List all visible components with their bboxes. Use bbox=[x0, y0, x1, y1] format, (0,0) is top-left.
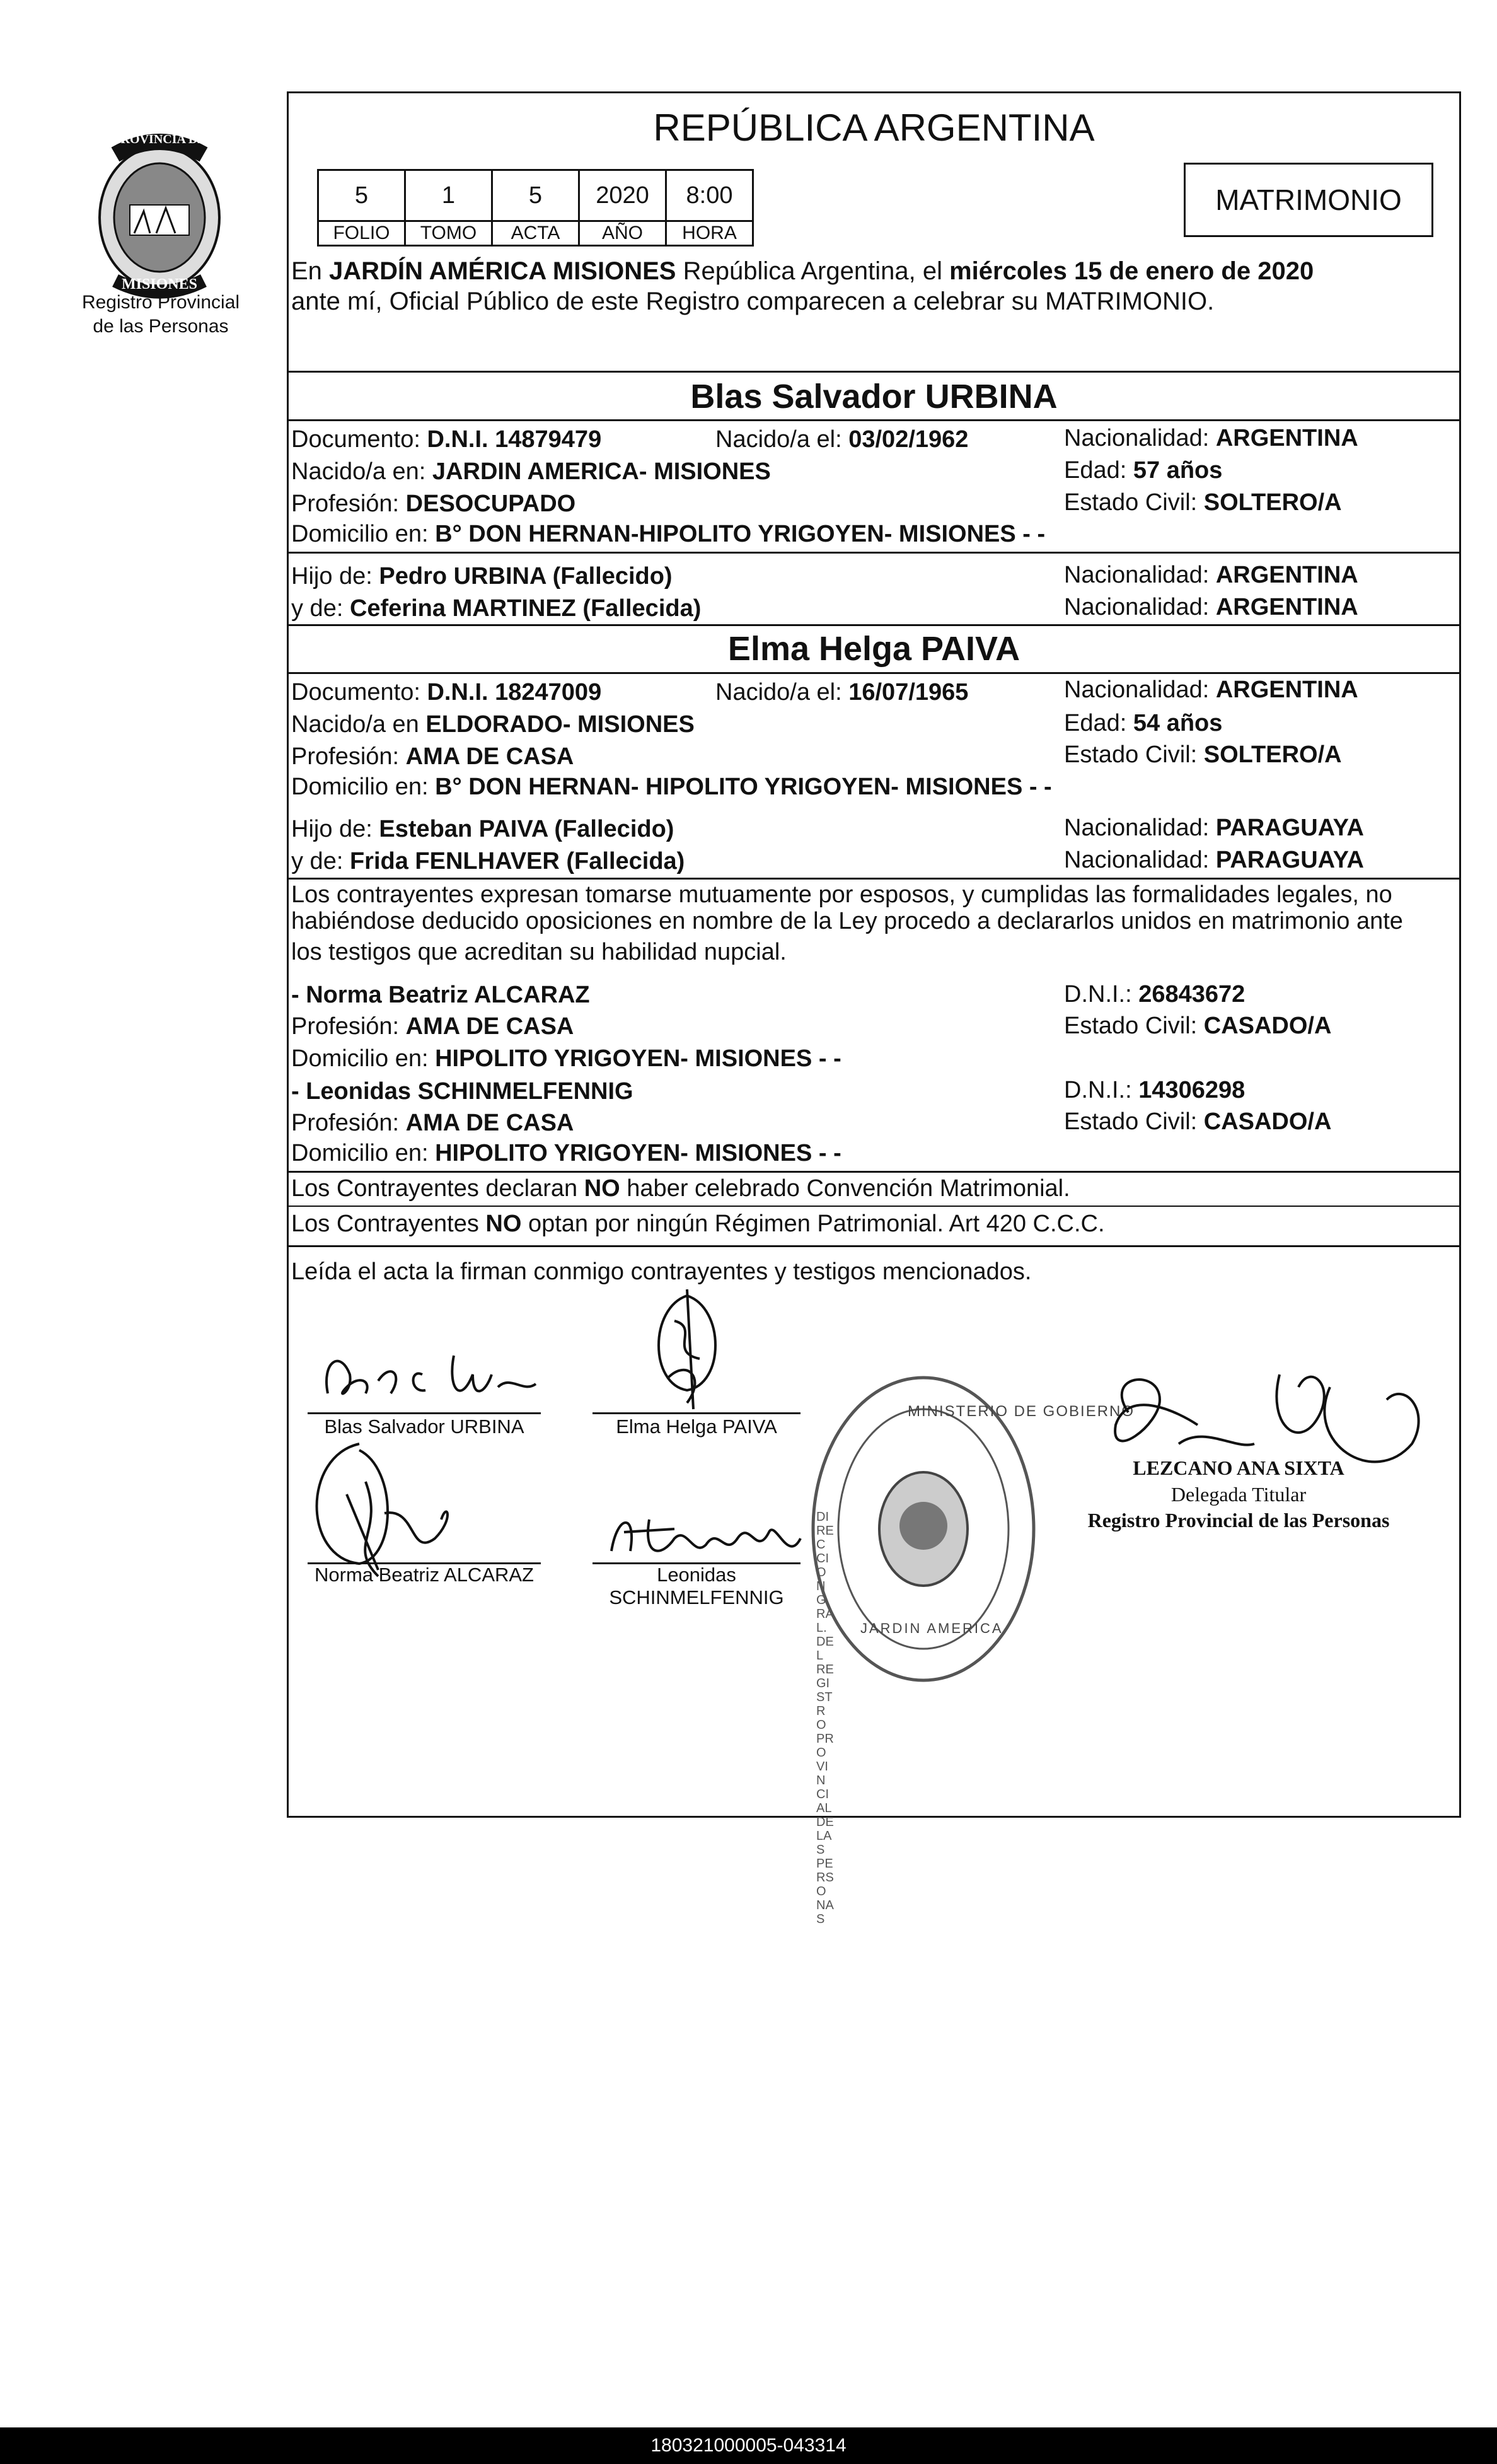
convention-line: Los Contrayentes declaran NO haber celebrado Convención Matrimonial. bbox=[291, 1175, 1070, 1202]
divider bbox=[287, 552, 1461, 554]
record-type-box bbox=[1184, 163, 1433, 237]
declaration-line-2: habiéndose deducido oposiciones en nombre de la Ley procedo a declararlos unidos en matrimonio ante bbox=[291, 908, 1403, 934]
spouse2-mother-nationality: Nacionalidad: PARAGUAYA bbox=[1064, 847, 1364, 873]
spouse1-born: Nacido/a el: 03/02/1962 bbox=[715, 426, 969, 453]
witness1-civil-status: Estado Civil: CASADO/A bbox=[1064, 1013, 1332, 1039]
spouse1-father-nationality: Nacionalidad: ARGENTINA bbox=[1064, 562, 1358, 588]
logo-text-bottom: MISIONES bbox=[121, 276, 198, 293]
acta-value: 5 bbox=[492, 170, 579, 221]
divider bbox=[287, 371, 1461, 373]
spouse1-civil-status: Estado Civil: SOLTERO/A bbox=[1064, 489, 1342, 516]
tomo-value: 1 bbox=[405, 170, 492, 221]
province-logo bbox=[81, 132, 238, 296]
spouse2-address: Domicilio en: B° DON HERNAN- HIPOLITO YRIGOYEN- MISIONES - - bbox=[291, 774, 1052, 800]
witness2-address: Domicilio en: HIPOLITO YRIGOYEN- MISIONES - - bbox=[291, 1140, 841, 1166]
intro-line-1: En JARDÍN AMÉRICA MISIONES República Argentina, el miércoles 15 de enero de 2020 bbox=[291, 257, 1314, 285]
spouse1-document: Documento: D.N.I. 14879479 bbox=[291, 426, 602, 453]
record-table bbox=[317, 169, 754, 247]
witness2-profession: Profesión: AMA DE CASA bbox=[291, 1110, 574, 1136]
divider bbox=[287, 419, 1461, 421]
spouse1-father: Hijo de: Pedro URBINA (Fallecido) bbox=[291, 563, 673, 590]
footer-bar bbox=[0, 2427, 1497, 2464]
witness1-profession: Profesión: AMA DE CASA bbox=[291, 1013, 574, 1040]
spouse1-birthplace: Nacido/a en: JARDIN AMERICA- MISIONES bbox=[291, 458, 771, 485]
seal-text-bottom: JARDIN AMERICA bbox=[860, 1620, 1003, 1636]
signature-blas bbox=[315, 1337, 567, 1419]
divider bbox=[287, 1245, 1461, 1247]
official-role: Delegada Titular bbox=[1170, 1483, 1307, 1506]
spouse1-profession: Profesión: DESOCUPADO bbox=[291, 491, 576, 517]
official-registry: Registro Provincial de las Personas bbox=[1087, 1509, 1390, 1531]
divider bbox=[287, 672, 1461, 674]
witness1-name: - Norma Beatriz ALCARAZ bbox=[291, 982, 590, 1008]
divider bbox=[287, 878, 1461, 880]
witness1-address: Domicilio en: HIPOLITO YRIGOYEN- MISIONES - - bbox=[291, 1045, 841, 1072]
spouse2-birthplace: Nacido/a en ELDORADO- MISIONES bbox=[291, 711, 695, 738]
spouse2-father: Hijo de: Esteban PAIVA (Fallecido) bbox=[291, 816, 674, 842]
signature-caption-witness1: Norma Beatriz ALCARAZ bbox=[315, 1564, 534, 1586]
spouse1-address: Domicilio en: B° DON HERNAN-HIPOLITO YRIGOYEN- MISIONES - - bbox=[291, 521, 1046, 547]
spouse2-name: Elma Helga PAIVA bbox=[727, 630, 1020, 668]
anio-label: AÑO bbox=[579, 221, 666, 246]
signature-caption-witness2-b: SCHINMELFENNIG bbox=[609, 1586, 784, 1608]
tomo-label: TOMO bbox=[405, 221, 492, 246]
spouse1-mother-nationality: Nacionalidad: ARGENTINA bbox=[1064, 594, 1358, 620]
signature-elma bbox=[624, 1283, 750, 1415]
witness2-dni: D.N.I.: 14306298 bbox=[1064, 1077, 1246, 1103]
spouse2-nationality: Nacionalidad: ARGENTINA bbox=[1064, 677, 1358, 703]
registry-caption-1: Registro Provincial bbox=[81, 292, 240, 313]
hora-value: 8:00 bbox=[666, 170, 753, 221]
witness1-dni: D.N.I.: 26843672 bbox=[1064, 981, 1246, 1008]
divider bbox=[287, 624, 1461, 626]
spouse2-profession: Profesión: AMA DE CASA bbox=[291, 743, 574, 770]
witness2-name: - Leonidas SCHINMELFENNIG bbox=[291, 1078, 633, 1105]
intro-line-2: ante mí, Oficial Público de este Registro comparecen a celebrar su MATRIMONIO. bbox=[291, 288, 1215, 315]
record-type: MATRIMONIO bbox=[1215, 183, 1402, 216]
declaration-line-3: los testigos que acreditan su habilidad nupcial. bbox=[291, 939, 787, 965]
page-title: REPÚBLICA ARGENTINA bbox=[653, 107, 1095, 149]
signature-leonidas bbox=[599, 1501, 819, 1570]
document-code: 180321000005-043314 bbox=[650, 2435, 847, 2456]
spouse1-mother: y de: Ceferina MARTINEZ (Fallecida) bbox=[291, 595, 702, 622]
folio-value: 5 bbox=[318, 170, 405, 221]
official-name: LEZCANO ANA SIXTA bbox=[1133, 1456, 1344, 1479]
seal-text-outer: DIRECCION GRAL. DEL REGISTRO PROVINCIAL DE LAS PERSONAS bbox=[816, 1510, 834, 1926]
spouse2-document: Documento: D.N.I. 18247009 bbox=[291, 679, 602, 706]
declaration-line-1: Los contrayentes expresan tomarse mutuamente por esposos, y cumplidas las formalidades legales, no bbox=[291, 881, 1392, 908]
signature-caption-witness2-a: Leonidas bbox=[657, 1564, 736, 1586]
spouse1-name: Blas Salvador URBINA bbox=[690, 378, 1058, 416]
witness2-civil-status: Estado Civil: CASADO/A bbox=[1064, 1108, 1332, 1135]
patrimonial-regime-line: Los Contrayentes NO optan por ningún Régimen Patrimonial. Art 420 C.C.C. bbox=[291, 1211, 1105, 1237]
signature-caption-spouse2: Elma Helga PAIVA bbox=[616, 1415, 777, 1438]
registry-caption-2: de las Personas bbox=[93, 316, 229, 337]
folio-label: FOLIO bbox=[318, 221, 405, 246]
spouse2-age: Edad: 54 años bbox=[1064, 710, 1223, 736]
spouse1-age: Edad: 57 años bbox=[1064, 457, 1223, 484]
spouse2-father-nationality: Nacionalidad: PARAGUAYA bbox=[1064, 815, 1364, 841]
divider bbox=[287, 1171, 1461, 1173]
spouse2-mother: y de: Frida FENLHAVER (Fallecida) bbox=[291, 848, 685, 875]
signature-caption-spouse1: Blas Salvador URBINA bbox=[324, 1415, 524, 1438]
spouse2-civil-status: Estado Civil: SOLTERO/A bbox=[1064, 741, 1342, 768]
anio-value: 2020 bbox=[579, 170, 666, 221]
seal-text-inner: MINISTERIO DE GOBIERNO bbox=[908, 1403, 1135, 1420]
hora-label: HORA bbox=[666, 221, 753, 246]
reading-statement: Leída el acta la firman conmigo contrayentes y testigos mencionados. bbox=[291, 1258, 1032, 1285]
logo-text-top: PROVINCIA DE bbox=[113, 132, 206, 146]
acta-label: ACTA bbox=[492, 221, 579, 246]
divider bbox=[287, 1206, 1461, 1207]
signature-line bbox=[308, 1412, 541, 1414]
spouse1-nationality: Nacionalidad: ARGENTINA bbox=[1064, 425, 1358, 451]
signature-line bbox=[592, 1412, 801, 1414]
signature-norma bbox=[290, 1431, 479, 1583]
spouse2-born: Nacido/a el: 16/07/1965 bbox=[715, 679, 969, 706]
